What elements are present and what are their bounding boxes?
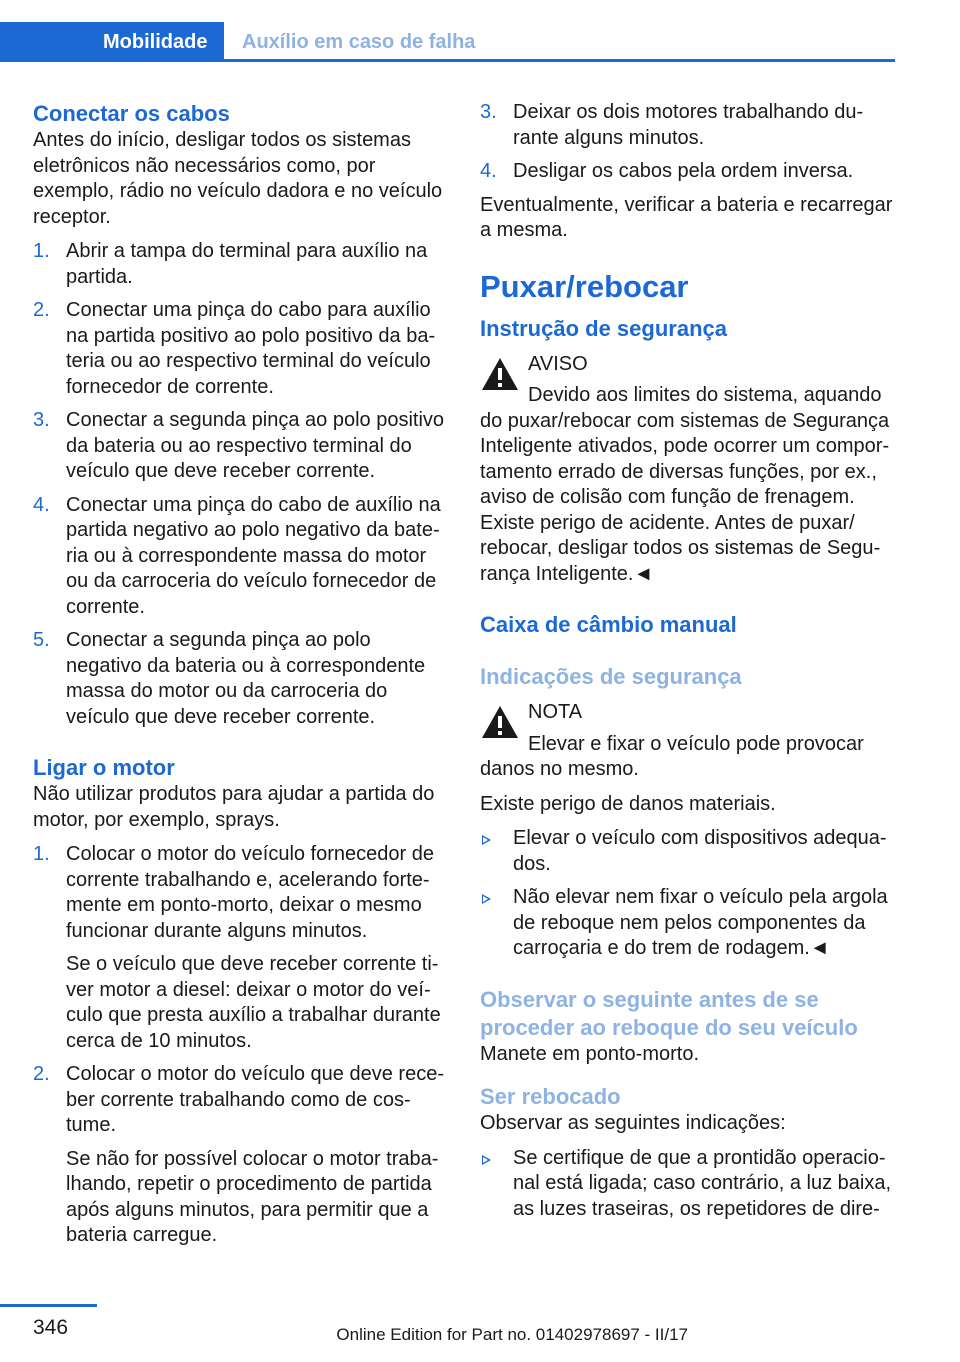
section-tab: Mobilidade [0, 22, 224, 62]
list-item [33, 842, 447, 1054]
eventual-note: Eventualmente, verificar a bateria e recarregar a mesma. [480, 193, 893, 241]
warning-triangle-icon [480, 704, 520, 740]
step-number: 3. [33, 409, 50, 431]
chapter-title: Auxílio em caso de falha [242, 31, 476, 53]
list-item [33, 298, 447, 400]
list-item [33, 1062, 447, 1249]
warning-text: Devido aos limites do sistema, aquando do puxar/rebocar com sistemas de Segurança Inteligente ativados, pode ocorrer um comportamento errado de diversas funções, por ex., aviso de colisão com função de frenagem. Existe perigo de acidente. Antes de puxar/ rebocar, desligar todos os sistemas de Segurança Inteligente.◄ [480, 384, 890, 585]
step-text: Conectar a segunda pinça ao polo positivo da bateria ou ao respectivo terminal do veículo que deve receber corrente. [66, 409, 445, 482]
being-towed-text: Observar as seguintes indicações: [480, 1112, 786, 1134]
safety-indications-heading: Indicações de segurança [480, 664, 742, 689]
towed-bullets [480, 1146, 894, 1223]
bullet-text: Elevar o veículo com dispositivos adequados. [513, 827, 887, 875]
bullet-text: Não elevar nem fixar o veículo pela argola de reboque nem pelos componentes da carroçaria e do trem de rodagem.◄ [513, 886, 888, 959]
connect-cables-heading: Conectar os cabos [33, 101, 230, 126]
manual-gearbox-heading: Caixa de câmbio manual [480, 612, 737, 637]
list-item [33, 493, 447, 621]
start-engine-steps-list [33, 842, 447, 1249]
triangle-bullet-icon [482, 835, 491, 845]
triangle-bullet-icon [482, 1155, 491, 1165]
observe-text: Manete em ponto-morto. [480, 1042, 699, 1065]
step-number: 2. [33, 1063, 50, 1085]
lifting-bullets [480, 826, 894, 962]
list-item [33, 628, 447, 730]
continued-steps-list [480, 100, 894, 185]
step-subtext: Se não for possível colocar o motor trabalhando, repetir o procedimento de partida após alguns minutos, para permitir que a bateria carregue. [66, 1147, 439, 1246]
step-number: 1. [33, 240, 50, 262]
list-item [480, 1146, 894, 1223]
step-text: Conectar a segunda pinça ao polo negativo da bateria ou à correspondente massa do motor ou da carroceria do veículo que deve receber corrente. [66, 629, 426, 728]
left-column [33, 100, 447, 1257]
being-towed-heading: Ser rebocado [480, 1084, 621, 1109]
observe-heading: Observar o seguinte antes de se proceder ao reboque do seu veículo [480, 986, 858, 1040]
notice-block [480, 700, 894, 783]
step-text: Colocar o motor do veículo fornecedor de corrente trabalhando e, acelerando fortemente em ponto-morto, deixar o mesmo funcionar durante alguns minutos. [66, 843, 434, 942]
right-column [480, 100, 894, 1230]
warning-block [480, 352, 894, 588]
step-number: 5. [33, 629, 50, 651]
list-item [480, 885, 894, 962]
bullet-text: Se certifique de que a prontidão operacional está ligada; caso contrário, a luz baixa, as luzes traseiras, os repetidores de dire- [513, 1146, 891, 1220]
connect-steps-list [33, 239, 447, 730]
notice-text: Elevar e fixar o veículo pode provocar danos no mesmo. [480, 732, 864, 780]
header-rule [224, 59, 895, 62]
safety-heading: Instrução de segurança [480, 315, 727, 341]
start-engine-heading: Ligar o motor [33, 755, 175, 780]
page-header [0, 22, 895, 62]
step-text: Colocar o motor do veículo que deve receber corrente trabalhando como de costume. [66, 1063, 444, 1136]
step-number: 4. [33, 493, 50, 516]
connect-intro: Antes do início, desligar todos os sistemas eletrônicos não necessários como, por exemplo, rádio no veículo dadora e no veículo receptor. [33, 129, 443, 228]
warning-triangle-icon [480, 356, 520, 392]
list-item [480, 100, 894, 151]
warning-title: AVISO [528, 352, 588, 375]
list-item [33, 408, 447, 485]
step-number: 1. [33, 843, 50, 865]
step-text: Conectar uma pinça do cabo de auxílio na partida negativo ao polo negativo da bateria ou à correspondente massa do motor ou da carroceria do veículo fornecedor de corrente. [66, 493, 441, 618]
step-text: Abrir a tampa do terminal para auxílio na partida. [66, 240, 428, 288]
triangle-bullet-icon [482, 894, 491, 904]
list-item [480, 826, 894, 877]
list-item [33, 239, 447, 290]
step-text: Conectar uma pinça do cabo para auxílio na partida positivo ao polo positivo da bateria ou ao respectivo terminal do veículo fornecedor de corrente. [66, 299, 436, 398]
step-number: 3. [480, 101, 497, 123]
page-number: 346 [33, 1316, 69, 1339]
damage-text: Existe perigo de danos materiais. [480, 792, 776, 815]
step-subtext: Se o veículo que deve receber corrente tiver motor a diesel: deixar o motor do veículo que presta auxílio a trabalhar durante cerca de 10 minutos. [66, 953, 441, 1052]
list-item [480, 159, 894, 185]
step-number: 4. [480, 160, 497, 182]
footer-rule [0, 1304, 97, 1307]
towing-heading: Puxar/rebocar [480, 268, 689, 304]
step-text: Desligar os cabos pela ordem inversa. [513, 160, 854, 182]
edition-note: Online Edition for Part no. 01402978697 - II/17 [336, 1325, 688, 1344]
step-text: Deixar os dois motores trabalhando durante alguns minutos. [513, 101, 864, 149]
start-engine-intro: Não utilizar produtos para ajudar a partida do motor, por exemplo, sprays. [33, 783, 435, 831]
notice-title: NOTA [528, 701, 583, 723]
step-number: 2. [33, 299, 50, 321]
